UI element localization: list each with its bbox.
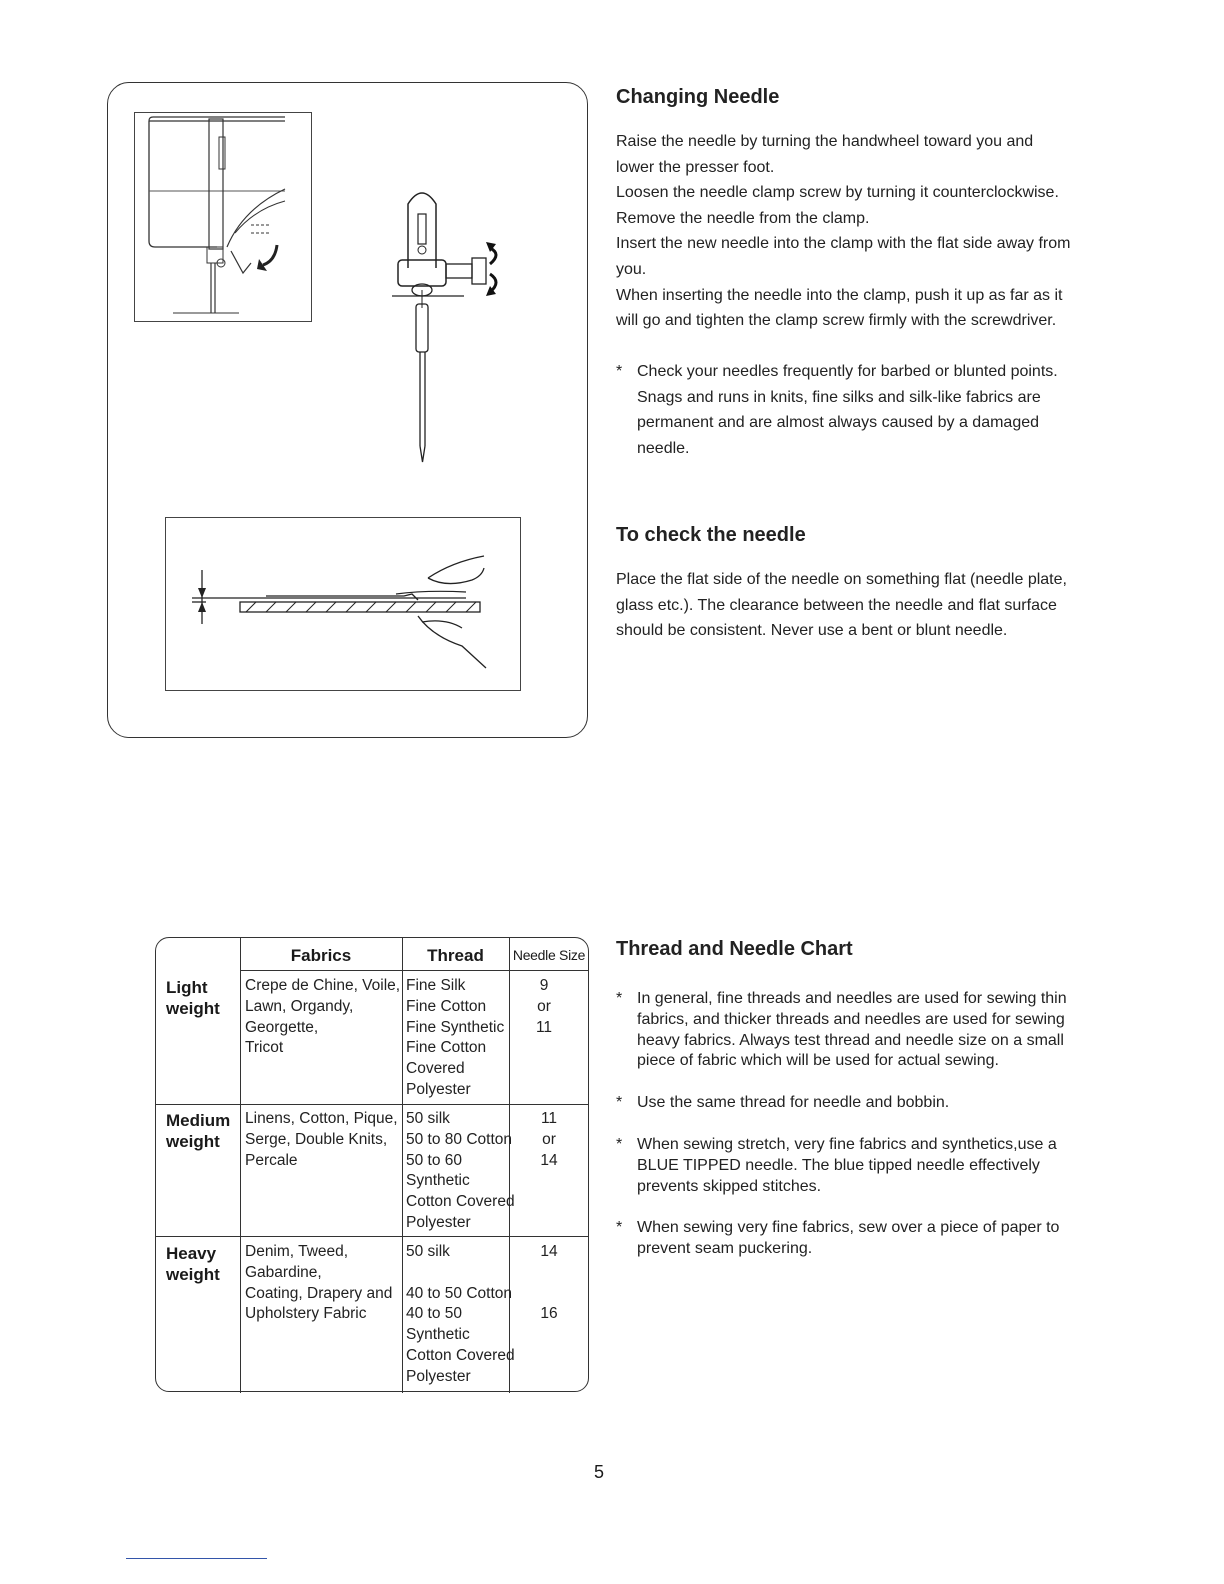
fabrics-cell: Denim, Tweed, Gabardine, Coating, Drapery and Upholstery Fabric bbox=[245, 1243, 393, 1323]
chart-title: Thread and Needle Chart bbox=[616, 938, 853, 960]
header-thread: Thread bbox=[427, 946, 484, 965]
changing-needle-title: Changing Needle bbox=[616, 86, 780, 108]
needle-size-cell: 14 16 bbox=[540, 1243, 558, 1323]
check-needle-text: Place the flat side of the needle on something flat (needle plate, glass etc.). The clearance between the needle and flat surface should be consistent. Never use a bent or blunt needle. bbox=[616, 571, 1067, 640]
table-row-category: Heavy weight bbox=[166, 1244, 220, 1284]
needle-size-cell: 11 or 14 bbox=[540, 1110, 558, 1169]
figure-panel bbox=[107, 82, 588, 738]
header-needle-size: Needle Size bbox=[512, 947, 586, 963]
needle-check-drawing bbox=[166, 518, 520, 690]
note-text: Check your needles frequently for barbed or blunted points. Snags and runs in knits, fine silks and silk-like fabrics are permanent and are almost always caused by a damaged needle. bbox=[637, 363, 1058, 457]
chart-note: * In general, fine threads and needles are used for sewing thin fabrics, and thicker threads and needles are used for sewing heavy fabrics. Always test thread and needle size on a small piece of fabric which will be used for actual sewing. bbox=[616, 990, 1067, 1070]
table-row-category: Medium weight bbox=[166, 1111, 231, 1151]
fabrics-cell: Linens, Cotton, Pique, Serge, Double Knits, Percale bbox=[245, 1110, 398, 1169]
instruction-paragraph: Loosen the needle clamp screw by turning it counterclockwise. Remove the needle from the clamp. bbox=[616, 184, 1059, 227]
instruction-paragraph: Insert the new needle into the clamp with the flat side away from you. bbox=[616, 235, 1071, 278]
machine-head-drawing bbox=[135, 113, 311, 321]
needle-check-illustration bbox=[165, 517, 521, 691]
chart-note: * When sewing stretch, very fine fabrics and synthetics,use a BLUE TIPPED needle. The blue tipped needle effectively prevents skipped stitches. bbox=[616, 1136, 1057, 1195]
table-row-category: Light weight bbox=[166, 978, 220, 1018]
footer-rule bbox=[126, 1558, 267, 1559]
needle-clamp-illustration bbox=[378, 178, 558, 468]
note-marker: * bbox=[616, 363, 623, 380]
check-needle-title: To check the needle bbox=[616, 524, 806, 546]
needle-check-note bbox=[616, 359, 1076, 469]
instruction-paragraph: Raise the needle by turning the handwheel toward you and lower the presser foot. bbox=[616, 133, 1034, 176]
machine-head-illustration bbox=[134, 112, 312, 322]
chart-note: * When sewing very fine fabrics, sew over a piece of paper to prevent seam puckering. bbox=[616, 1219, 1060, 1257]
header-fabrics: Fabrics bbox=[290, 946, 352, 965]
page-number: 5 bbox=[594, 1462, 605, 1482]
needle-clamp-drawing bbox=[378, 178, 558, 468]
needle-size-cell: 9 or 11 bbox=[535, 977, 553, 1036]
instruction-paragraph: When inserting the needle into the clamp, push it up as far as it will go and tighten the clamp screw firmly with the screwdriver. bbox=[616, 286, 1063, 330]
thread-cell: 50 silk 40 to 50 Cotton 40 to 50 Synthetic Cotton Covered Polyester bbox=[406, 1243, 515, 1385]
changing-needle-instructions bbox=[616, 129, 1074, 334]
thread-cell: Fine Silk Fine Cotton Fine Synthetic Fine Cotton Covered Polyester bbox=[406, 977, 505, 1098]
thread-needle-table bbox=[155, 937, 589, 1392]
chart-note: * Use the same thread for needle and bobbin. bbox=[616, 1094, 950, 1111]
thread-cell: 50 silk 50 to 80 Cotton 50 to 60 Synthetic Cotton Covered Polyester bbox=[406, 1110, 515, 1231]
fabrics-cell: Crepe de Chine, Voile, Lawn, Organdy, Georgette, Tricot bbox=[245, 977, 401, 1057]
